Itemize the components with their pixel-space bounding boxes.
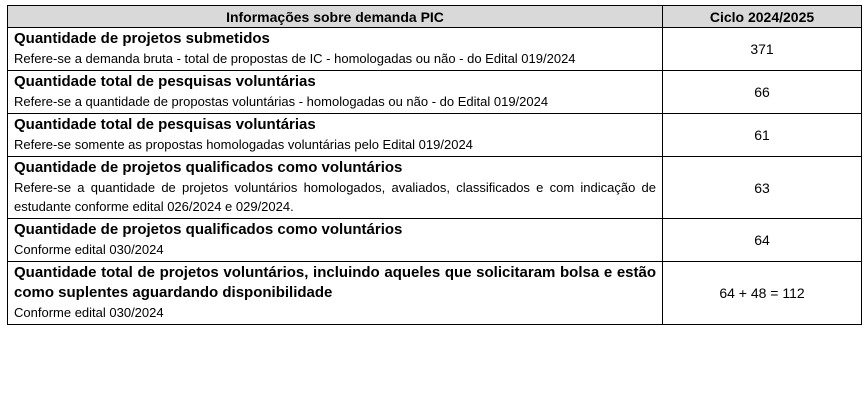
row-description [8,219,663,262]
table-row [8,157,862,219]
row-title: Quantidade total de projetos voluntários, incluindo aqueles que solicitaram bolsa e estão como suplentes aguardando disponibilidade [14,264,656,301]
row-note: Conforme edital 030/2024 [14,305,164,320]
header-info-column: Informações sobre demanda PIC [8,6,663,28]
row-value: 371 [663,28,862,71]
table-row [8,28,862,71]
row-title: Quantidade total de pesquisas voluntárias [14,116,316,133]
row-note: Refere-se somente as propostas homologadas voluntárias pelo Edital 019/2024 [14,137,473,152]
table-row [8,71,862,114]
pic-demand-table [7,5,862,325]
table-row [8,262,862,325]
row-value: 64 [663,219,862,262]
row-description [8,71,663,114]
row-description [8,114,663,157]
row-value: 61 [663,114,862,157]
row-value: 66 [663,71,862,114]
row-note: Refere-se a quantidade de propostas voluntárias - homologadas ou não - do Edital 019/2024 [14,94,549,109]
table-row [8,114,862,157]
row-title: Quantidade de projetos qualificados como voluntários [14,221,403,238]
row-note: Refere-se a quantidade de projetos voluntários homologados, avaliados, classificados e com indicação de estudante conforme edital 026/2024 e 029/2024. [14,180,656,214]
header-cycle-column: Ciclo 2024/2025 [663,6,862,28]
row-title: Quantidade de projetos submetidos [14,30,270,47]
row-note: Conforme edital 030/2024 [14,242,164,257]
row-description [8,262,663,325]
row-title: Quantidade de projetos qualificados como voluntários [14,159,403,176]
table-header-row [8,6,862,28]
row-description [8,157,663,219]
row-description [8,28,663,71]
table-row [8,219,862,262]
row-note: Refere-se a demanda bruta - total de propostas de IC - homologadas ou não - do Edital 019/2024 [14,51,576,66]
row-value: 64 + 48 = 112 [663,262,862,325]
row-title: Quantidade total de pesquisas voluntárias [14,73,316,90]
row-value: 63 [663,157,862,219]
